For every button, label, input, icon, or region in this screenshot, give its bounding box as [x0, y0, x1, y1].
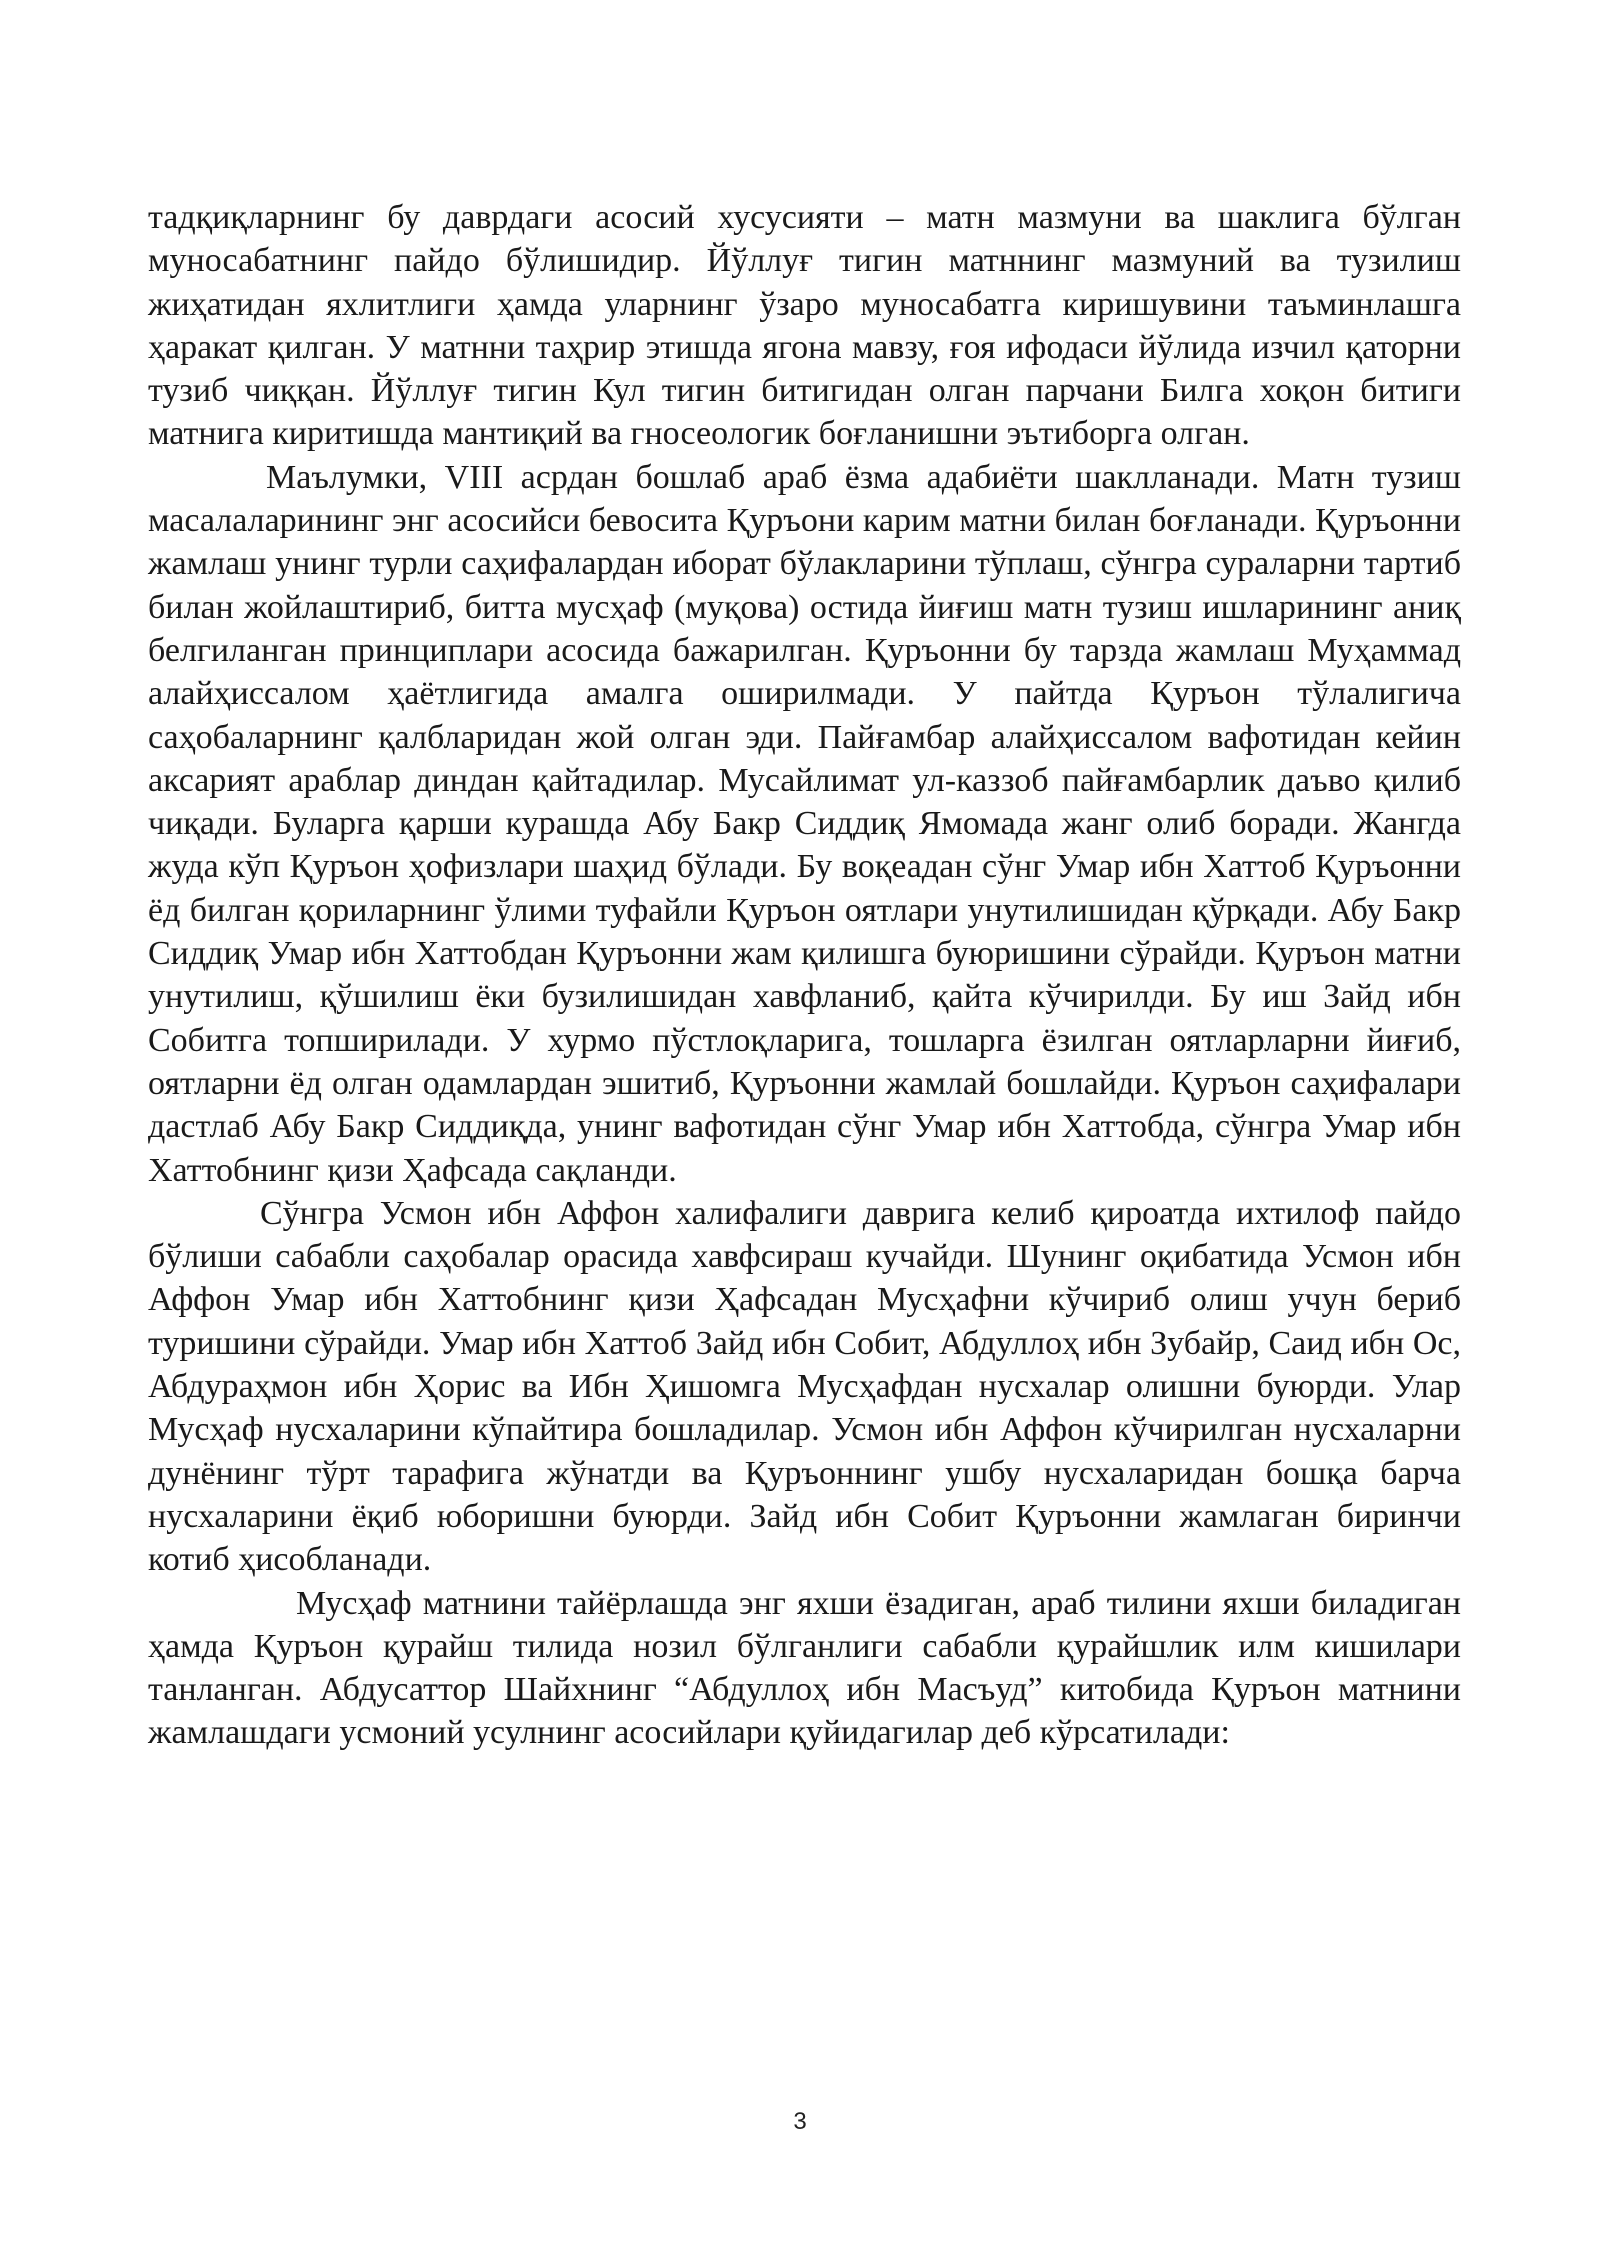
paragraph-3: Сўнгра Усмон ибн Аффон халифалиги даврига келиб қироатда ихтилоф пайдо бўлиши сабабли саҳобалар орасида хавфсираш кучайди. Шунинг оқибатида Усмон ибн Аффон Умар ибн Хаттобнинг қизи Ҳафсадан Мусҳафни кўчириб олиш учун бериб туришини сўрайди. Умар ибн Хаттоб Зайд ибн Собит, Абдуллоҳ ибн Зубайр, Саид ибн Ос, Абдураҳмон ибн Ҳорис ва Ибн Ҳишомга Мусҳафдан нусхалар олишни буюрди. Улар Мусҳаф нусхаларини кўпайтира бошладилар. Усмон ибн Аффон кўчирилган нусхаларни дунёнинг тўрт тарафига жўнатди ва Қуръоннинг ушбу нусхаларидан бошқа барча нусхаларини ёқиб юборишни буюрди. Зайд ибн Собит Қуръонни жамлаган биринчи котиб ҳисобланади.: [148, 1194, 1461, 1579]
body-text: [148, 196, 1461, 1755]
paragraph-2: Маълумки, VIII асрдан бошлаб араб ёзма адабиёти шаклланади. Матн тузиш масалаларининг энг асосийси бевосита Қуръони карим матни билан боғланади. Қуръонни жамлаш унинг турли саҳифалардан иборат бўлакларини тўплаш, сўнгра сураларни тартиб билан жойлаштириб, битта мусҳаф (муқова) остида йиғиш матн тузиш ишларининг аниқ белгиланган принциплари асосида бажарилган. Қуръонни бу тарзда жамлаш Муҳаммад алайҳиссалом ҳаётлигида амалга оширилмади. У пайтда Қуръон тўлалигича саҳобаларнинг қалбларидан жой олган эди. Пайғамбар алайҳиссалом вафотидан кейин аксарият араблар диндан қайтадилар. Мусайлимат ул-каззоб пайғамбарлик даъво қилиб чиқади. Буларга қарши курашда Абу Бакр Сиддиқ Ямомада жанг олиб боради. Жангда жуда кўп Қуръон ҳофизлари шаҳид бўлади. Бу воқеадан сўнг Умар ибн Хаттоб Қуръонни ёд билган қориларнинг ўлими туфайли Қуръон оятлари унутилишидан қўрқади. Абу Бакр Сиддиқ Умар ибн Хаттобдан Қуръонни жам қилишга буюришини сўрайди. Қуръон матни унутилиш, қўшилиш ёки бузилишидан хавфланиб, қайта кўчирилди. Бу иш Зайд ибн Собитга топширилади. У хурмо пўстлоқларига, тошларга ёзилган оятларларни йиғиб, оятларни ёд олган одамлардан эшитиб, Қуръонни жамлай бошлайди. Қуръон саҳифалари дастлаб Абу Бакр Сиддиқда, унинг вафотидан сўнг Умар ибн Хаттобда, сўнгра Умар ибн Хаттобнинг қизи Ҳафсада сақланди.: [148, 458, 1461, 1189]
page-number: 3: [793, 2108, 807, 2135]
paragraph-1: тадқиқларнинг бу даврдаги асосий хусусияти – матн мазмуни ва шаклига бўлган муносабатнинг пайдо бўлишидир. Йўллуғ тигин матннинг мазмуний ва тузилиш жиҳатидан яхлитлиги ҳамда уларнинг ўзаро муносабатга киришувини таъминлашга ҳаракат қилган. У матнни таҳрир этишда ягона мавзу, ғоя ифодаси йўлида изчил қаторни тузиб чиққан. Йўллуғ тигин Кул тигин битигидан олган парчани Билга хоқон битиги матнига киритишда мантиқий ва гносеологик боғланишни эътиборга олган.: [148, 199, 1461, 453]
paragraph-4: Мусҳаф матнини тайёрлашда энг яхши ёзадиган, араб тилини яхши биладиган ҳамда Қуръон қурайш тилида нозил бўлганлиги сабабли қурайшлик илм кишилари танланган. Абдусаттор Шайхнинг “Абдуллоҳ ибн Масъуд” китобида Қуръон матнини жамлашдаги усмоний усулнинг асосийлари қуйидагилар деб кўрсатилади:: [148, 1584, 1461, 1752]
